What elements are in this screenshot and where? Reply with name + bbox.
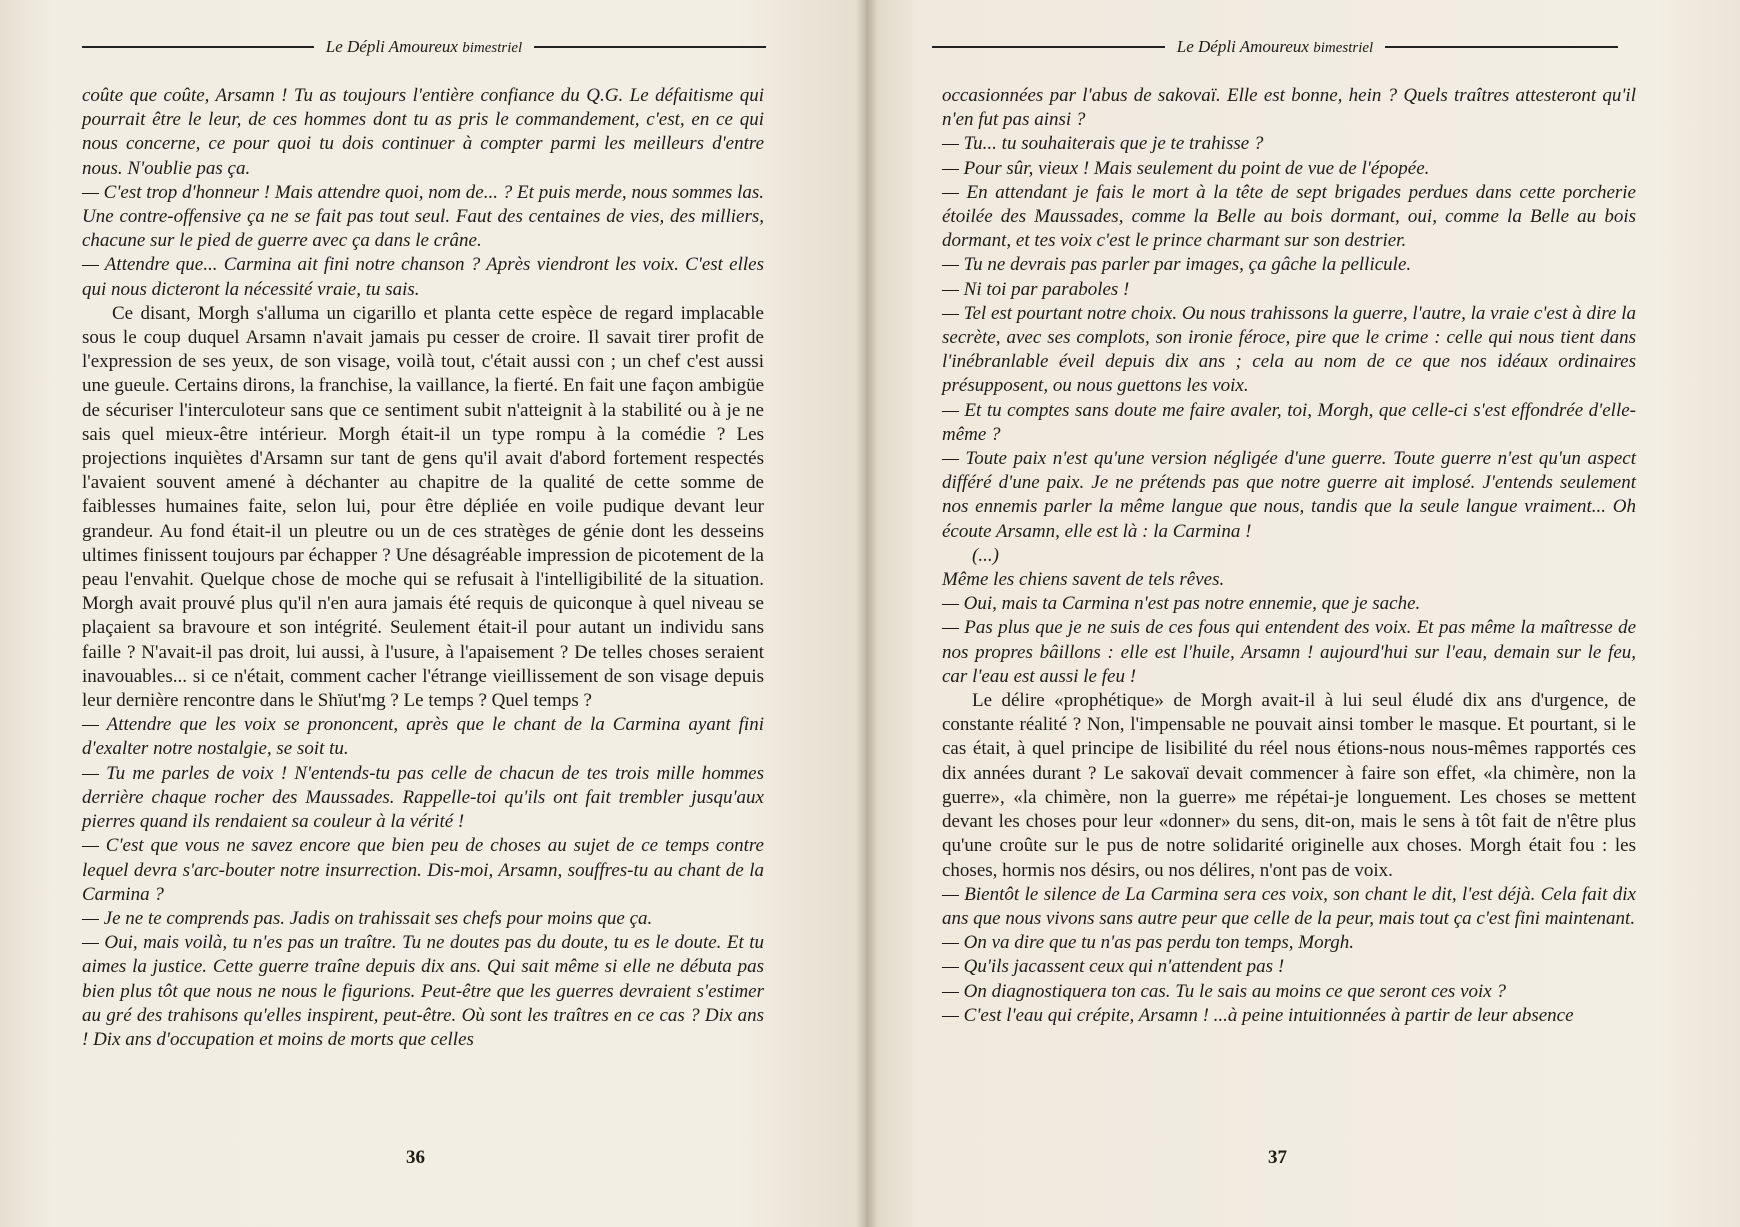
journal-frequency: bimestriel [1313, 40, 1374, 56]
paragraph: — Je ne te comprends pas. Jadis on trahissait ses chefs pour moins que ça. [82, 907, 653, 929]
paragraph: Ce disant, Morgh s'alluma un cigarillo et planta cette espèce de regard implacable sous le coup duquel Arsamn n'avait jamais pu cesser de croire. Il savait tirer profit de l'expression de ses yeux, de son visage, voilà tout, c'était aussi con ; un chef c'est aussi une gueule. Certains dirons, la franchise, la vaillance, la fierté. En fait une façon ambigüe de sécuriser l'interculoteur sans que ce sentiment subit n'atteignit à la stabilité ou à je ne sais quel mieux-être intérieur. Morgh était-il un type rompu à la comédie ? Les projections inquiètes d'Arsamn sur tant de gens qu'il avait d'abord fortement respectés l'avaient souvent amené à déchanter au chapitre de la qualité de cette somme de faiblesses humaines faite, selon lui, pour être dépliée en voile pudique devant leur grandeur. Au fond était-il un pleutre ou un de ces stratèges de génie dont les desseins ultimes finissent toujours par échapper ? Une désagréable impression de picotement de la peau l'envahit. Quelque chose de moche qui se refusait à l'intelligibilité de la situation. Morgh avait prouvé plus qu'il n'en aura jamais été requis de quiconque à quel niveau se plaçaient sa bravoure et son intégrité. Seulement était-il pour autant un individu sans faille ? N'avait-il pas droit, lui aussi, à l'usure, à l'apaisement ? De telles choses seraient inavouables... si ce n'était, comment cacher l'étrange vieillissement de son visage depuis leur dernière rencontre dans le Shïut'mg ? Le temps ? Quel temps ? [82, 302, 764, 712]
paragraph: — Tu me parles de voix ! N'entends-tu pas celle de chacun de tes trois mille hommes derrière chaque rocher des Maussades. Rappelle-toi qu'ils ont fait trembler jusqu'aux pierres quand ils rendaient sa couleur à la vérité ! [82, 762, 764, 833]
paragraph: coûte que coûte, Arsamn ! Tu as toujours l'entière confiance du Q.G. Le défaitisme qui pourrait être le leur, de ces hommes dont tu as pris le commandement, c'est, en ce qui nous concerne, ce pour quoi tu dois continuer à compter parmi les meilleurs d'entre nous. N'oublie pas ça. [82, 85, 764, 179]
paragraph: (...) [972, 544, 999, 566]
paragraph: — Attendre que... Carmina ait fini notre chanson ? Après viendront les voix. C'est elles qui nous dicteront la nécessité vraie, tu sais. [82, 254, 764, 300]
paragraph: — On diagnostiquera ton cas. Tu le sais au moins ce que seront ces voix ? [942, 980, 1506, 1002]
header-rule-left [82, 46, 314, 48]
paragraph: — Qu'ils jacassent ceux qui n'attendent pas ! [942, 956, 1285, 978]
paragraph: — Tu ne devrais pas parler par images, ça gâche la pellicule. [942, 254, 1412, 276]
paragraph: — C'est trop d'honneur ! Mais attendre quoi, nom de... ? Et puis merde, nous sommes las. Une contre-offensive ça ne se fait pas tout seul. Faut des centaines de vies, des milliers, chacune sur le pied de guerre avec ça dans le crâne. [82, 181, 764, 252]
paragraph: — Pour sûr, vieux ! Mais seulement du point de vue de l'épopée. [942, 157, 1430, 179]
paragraph: — Bientôt le silence de La Carmina sera ces voix, son chant le dit, l'est déjà. Cela fait dix ans que nous vivons sans autre peur que celle de la peur, mais tout ça c'est fini maintenant. [942, 883, 1636, 929]
paragraph: — Ni toi par paraboles ! [942, 278, 1130, 300]
paragraph: — Oui, mais ta Carmina n'est pas notre ennemie, que je sache. [942, 593, 1421, 615]
page-number: 36 [406, 1147, 425, 1168]
paragraph: — On va dire que tu n'as pas perdu ton temps, Morgh. [942, 932, 1355, 954]
header-rule-right [1385, 46, 1618, 48]
paragraph: — En attendant je fais le mort à la tête de sept brigades perdues dans cette porcherie étoilée des Maussades, comme la Belle au bois dormant, oui, comme la Belle au bois dormant, et tes voix c'est le prince charmant sur son destrier. [942, 181, 1636, 252]
left-page-text [82, 84, 764, 1052]
paragraph: Même les chiens savent de tels rêves. [942, 569, 1225, 591]
paragraph: — Tu... tu souhaiterais que je te trahisse ? [942, 133, 1264, 155]
journal-title: Le Dépli Amoureux [325, 37, 458, 56]
paragraph: — Attendre que les voix se prononcent, après que le chant de la Carmina ayant fini d'exalter notre nostalgie, se soit tu. [82, 714, 764, 760]
running-header [82, 34, 766, 60]
journal-title: Le Dépli Amoureux [1176, 37, 1309, 56]
header-rule-left [932, 46, 1165, 48]
right-page-text [942, 84, 1636, 1028]
running-title [314, 37, 534, 57]
paragraph: — Toute paix n'est qu'une version négligée d'une guerre. Toute guerre n'est qu'un aspect différé d'une paix. Je ne prétends pas que notre guerre ait implosé. J'entends seulement nos ennemis parler la même langue que nous, tandis que la seule langue vraiment... Oh écoute Arsamn, elle est là : la Carmina ! [942, 448, 1636, 542]
left-page [0, 0, 866, 1227]
paragraph: — C'est l'eau qui crépite, Arsamn ! ...à peine intuitionnées à partir de leur absence [942, 1004, 1574, 1026]
paragraph: — C'est que vous ne savez encore que bien peu de choses au sujet de ce temps contre lequel devra s'arc-bouter notre insurrection. Dis-moi, Arsamn, souffres-tu au chant de la Carmina ? [82, 835, 764, 905]
running-title [1165, 37, 1385, 57]
page-number: 37 [1268, 1147, 1287, 1168]
header-rule-right [534, 46, 766, 48]
paragraph: Le délire «prophétique» de Morgh avait-il à lui seul éludé dix ans d'urgence, de constante réalité ? Non, l'impensable ne pouvait ainsi tomber le masque. Et pourtant, si le cas était, à quel principe de lisibilité du réel nous étions-nous nous-mêmes rapportés ces dix années durant ? Le sakovaï devait commencer à faire son effet, «la chimère, non la guerre», «la chimère, non la guerre» me répétai-je longuement. Les choses se mettent devant les choses pour leur «donner» du sens, dit-on, mais le sens à tôt fait de n'être plus qu'une croûte sur le pus de notre solidarité originelle aux choses. Morgh était fou : les choses, hormis nos désirs, ou nos délires, n'ont pas de voix. [942, 690, 1636, 881]
paragraph: — Pas plus que je ne suis de ces fous qui entendent des voix. Et pas même la maîtresse de nos propres bâillons : elle est l'huile, Arsamn ! aujourd'hui sur l'eau, demain sur le feu, car l'eau est aussi le feu ! [942, 617, 1636, 687]
running-header [932, 34, 1618, 60]
paragraph: occasionnées par l'abus de sakovaï. Elle est bonne, hein ? Quels traîtres attesteront qu'il n'en fut pas ainsi ? [942, 85, 1636, 131]
paragraph: — Et tu comptes sans doute me faire avaler, toi, Morgh, que celle-ci s'est effondrée d'elle-même ? [942, 399, 1636, 445]
paragraph: — Oui, mais voilà, tu n'es pas un traître. Tu ne doutes pas du doute, tu es le doute. Et tu aimes la justice. Cette guerre traîne depuis dix ans. Qui sait même si elle ne débuta pas bien plus tôt que nous ne nous le figurions. Peut-être que les guerres devraient s'estimer au gré des trahisons qu'elles inspirent, peut-être. Où sont les traîtres en ce cas ? Dix ans ! Dix ans d'occupation et moins de morts que celles [82, 932, 764, 1050]
journal-frequency: bimestriel [462, 40, 523, 56]
right-page [866, 0, 1740, 1227]
paragraph: — Tel est pourtant notre choix. Ou nous trahissons la guerre, l'autre, la vraie c'est à dire la secrète, avec ses complots, son ironie féroce, pire que le crime : celle qui nous tient dans l'inébranlable éveil depuis dix ans ; cela au nom de ce que nos idéaux ordinaires présupposent, ou nous guettons les voix. [942, 302, 1636, 397]
